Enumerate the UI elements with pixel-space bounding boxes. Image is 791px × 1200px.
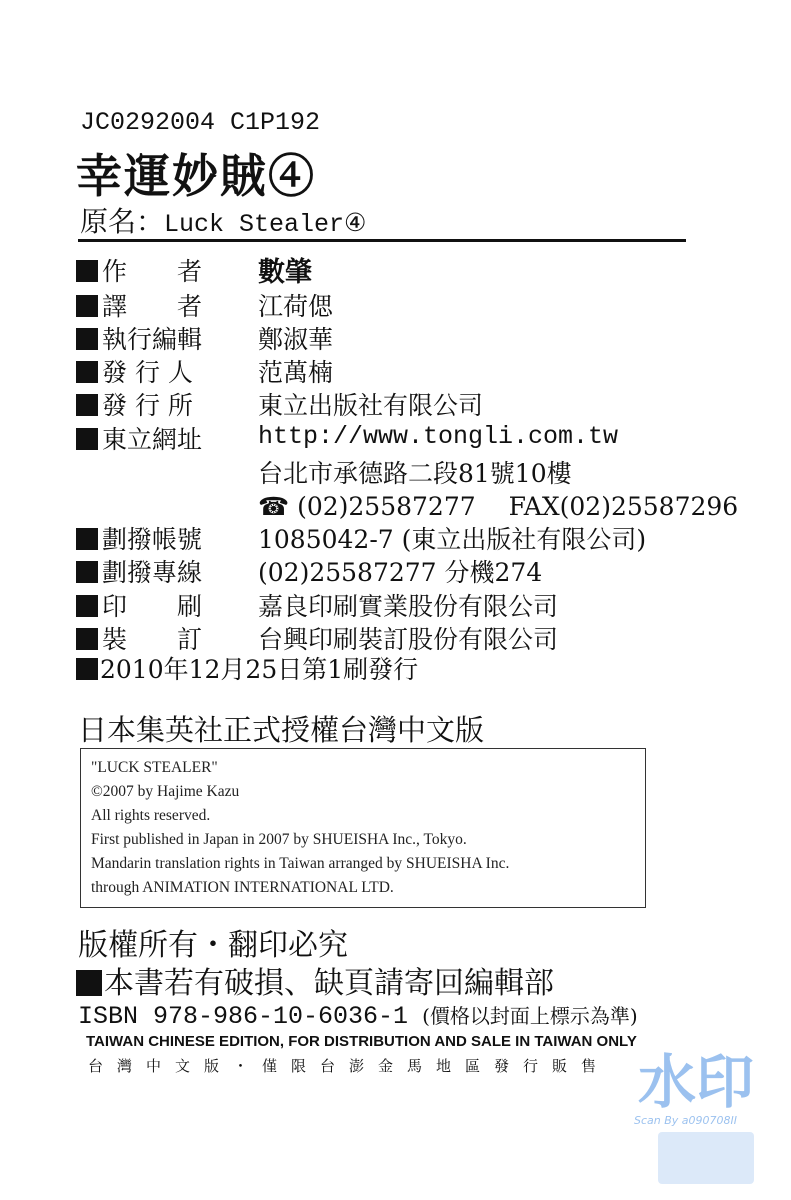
scanner-watermark-icon bbox=[628, 1040, 768, 1190]
authorization-statement: 日本集英社正式授權台灣中文版 bbox=[78, 713, 485, 747]
credit-label-publisher: 發 行 人 bbox=[76, 353, 193, 389]
copyright-line: First published in Japan in 2007 by SHUEISHA Inc., Tokyo. bbox=[91, 831, 467, 848]
book-title: 幸運妙賊④ bbox=[76, 149, 316, 203]
taiwan-edition-english: TAIWAN CHINESE EDITION, FOR DISTRIBUTION AND SALE IN TAIWAN ONLY bbox=[86, 1033, 637, 1050]
detail-label-printing: 印 刷 bbox=[76, 587, 202, 623]
bullet-square-icon bbox=[76, 394, 98, 416]
credit-label-publishing-house: 發 行 所 bbox=[76, 386, 193, 422]
rights-reserved: 版權所有・翻印必究 bbox=[78, 928, 348, 963]
bullet-square-icon bbox=[76, 658, 98, 680]
watermark-text: 水印 bbox=[638, 1048, 755, 1116]
damage-notice: 本書若有破損、缺頁請寄回編輯部 bbox=[76, 958, 554, 1002]
bullet-square-icon bbox=[76, 970, 102, 996]
credit-value-editor: 鄭淑華 bbox=[258, 325, 334, 354]
detail-label-postal-account: 劃撥帳號 bbox=[76, 520, 202, 556]
original-title bbox=[80, 200, 366, 240]
credit-label-website: 東立網址 bbox=[76, 420, 202, 456]
copyright-line: through ANIMATION INTERNATIONAL LTD. bbox=[91, 879, 394, 896]
isbn-line bbox=[78, 1000, 638, 1031]
detail-value-postal-account: 1085042-7 (東立出版社有限公司) bbox=[258, 525, 647, 554]
credit-label-translator: 譯 者 bbox=[76, 287, 202, 323]
bullet-square-icon bbox=[76, 260, 98, 282]
copyright-line: ©2007 by Hajime Kazu bbox=[91, 783, 240, 800]
taiwan-edition-chinese: 台灣中文版・僅限台澎金馬地區發行販售 bbox=[88, 1058, 611, 1075]
credit-label-author: 作 者 bbox=[76, 252, 202, 288]
bullet-square-icon bbox=[76, 528, 98, 550]
bullet-square-icon bbox=[76, 361, 98, 383]
credit-value-website: http://www.tongli.com.tw bbox=[258, 422, 619, 451]
detail-label-binding: 裝 訂 bbox=[76, 620, 202, 656]
copyright-line: "LUCK STEALER" bbox=[91, 759, 218, 776]
credit-value-author: 數肇 bbox=[258, 257, 312, 288]
detail-value-postal-line: (02)25587277 分機274 bbox=[258, 558, 543, 587]
credit-label-editor: 執行編輯 bbox=[76, 320, 202, 356]
price-note: (價格以封面上標示為準) bbox=[422, 1004, 638, 1028]
copyright-line: Mandarin translation rights in Taiwan arranged by SHUEISHA Inc. bbox=[91, 855, 510, 872]
watermark-block bbox=[658, 1132, 754, 1184]
bullet-square-icon bbox=[76, 595, 98, 617]
bullet-square-icon bbox=[76, 428, 98, 450]
credit-value-publisher: 范萬楠 bbox=[258, 358, 334, 387]
isbn: ISBN 978-986-10-6036-1 bbox=[78, 1002, 409, 1031]
watermark-scan-by: Scan By a090708II bbox=[634, 1114, 738, 1127]
detail-value-binding: 台興印刷裝訂股份有限公司 bbox=[258, 625, 559, 654]
phone-fax: ☎ (02)25587277 FAX(02)25587296 bbox=[258, 492, 739, 521]
detail-value-printing: 嘉良印刷實業股份有限公司 bbox=[258, 592, 559, 621]
copyright-box bbox=[80, 748, 646, 908]
bullet-square-icon bbox=[76, 628, 98, 650]
credit-value-publishing-house: 東立出版社有限公司 bbox=[258, 391, 484, 420]
copyright-line: All rights reserved. bbox=[91, 807, 211, 824]
detail-label-postal-line: 劃撥專線 bbox=[76, 553, 202, 589]
address: 台北市承德路二段81號10樓 bbox=[258, 459, 572, 488]
credit-value-translator: 江荷偲 bbox=[258, 292, 334, 321]
bullet-square-icon bbox=[76, 561, 98, 583]
bullet-square-icon bbox=[76, 328, 98, 350]
title-divider bbox=[78, 239, 686, 242]
publish-date: 2010年12月25日第1刷發行 bbox=[76, 650, 418, 686]
bullet-square-icon bbox=[76, 295, 98, 317]
original-title-label: 原名： bbox=[80, 205, 165, 238]
catalog-code: JC0292004 C1P192 bbox=[80, 108, 321, 137]
original-title-value: Luck Stealer④ bbox=[164, 210, 367, 239]
